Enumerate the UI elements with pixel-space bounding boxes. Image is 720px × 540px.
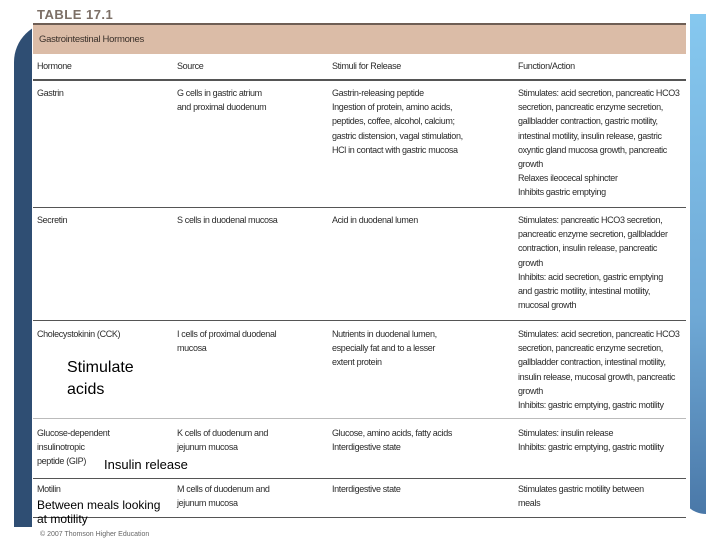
- header-source: Source: [177, 61, 204, 71]
- divider: [33, 79, 686, 81]
- cell-stimuli: Glucose, amino acids, fatty acids Interdigestive state: [332, 428, 453, 453]
- cell-stimuli: Acid in duodenal lumen: [332, 215, 418, 225]
- cell-stimuli: Interdigestive state: [332, 484, 401, 494]
- cell-hormone: Glucose-dependent insulinotropic peptide (GIP): [37, 428, 110, 467]
- cell-hormone: Motilin: [37, 484, 61, 494]
- divider: [33, 320, 686, 321]
- cell-source: G cells in gastric atrium and proximal duodenum: [177, 88, 267, 113]
- annotation-motilin: Between meals looking at motility: [37, 498, 161, 526]
- divider: [33, 207, 686, 208]
- cell-stimuli: Gastrin-releasing peptide Ingestion of protein, amino acids, peptides, coffee, alcohol, calcium; gastric distension, vagal stimulation, HCl in contact with gastric mucosa: [332, 88, 463, 155]
- cell-source: K cells of duodenum and jejunum mucosa: [177, 428, 269, 453]
- table-number: TABLE 17.1: [37, 7, 114, 22]
- divider: [33, 418, 686, 419]
- cell-function: Stimulates: acid secretion, pancreatic HCO3 secretion, pancreatic enzyme secretion, gallbladder contraction, intestinal motility, insulin release, mucosal growth, pancreatic growth Inhibits: gastric emptying, gastric motility: [518, 329, 680, 411]
- copyright: © 2007 Thomson Higher Education: [40, 531, 150, 538]
- cell-stimuli: Nutrients in duodenal lumen, especially fat and to a lesser extent protein: [332, 329, 437, 368]
- cell-hormone: Secretin: [37, 215, 68, 225]
- cell-source: I cells of proximal duodenal mucosa: [177, 329, 277, 354]
- cell-hormone: Gastrin: [37, 88, 64, 98]
- header-hormone: Hormone: [37, 61, 72, 71]
- cell-hormone: Cholecystokinin (CCK): [37, 329, 121, 339]
- annotation-gip: Insulin release: [104, 457, 188, 472]
- cell-function: Stimulates gastric motility between meals: [518, 484, 644, 509]
- cell-source: S cells in duodenal mucosa: [177, 215, 278, 225]
- header-stimuli: Stimuli for Release: [332, 61, 401, 71]
- table-title: Gastrointestinal Hormones: [39, 34, 144, 45]
- cell-function: Stimulates: pancreatic HCO3 secretion, pancreatic enzyme secretion, gallbladder contraction, insulin release, pancreatic growth Inhibits: acid secretion, gastric emptying and gastric motility, intestinal motility, mucosal growth: [518, 215, 668, 311]
- table-title-band: [33, 23, 686, 54]
- cell-function: Stimulates: acid secretion, pancreatic HCO3 secretion, pancreatic enzyme secretion, gallbladder contraction, gastric motility, intestinal motility, insulin release, gastric oxyntic gland mucosa growth, pancreatic growth Relaxes ileocecal sphincter Inhibits gastric emptying: [518, 88, 680, 198]
- annotation-cck: Stimulate acids: [67, 359, 134, 398]
- divider: [33, 478, 686, 479]
- header-function: Function/Action: [518, 61, 575, 71]
- cell-function: Stimulates: insulin release Inhibits: gastric emptying, gastric motility: [518, 428, 664, 453]
- cell-source: M cells of duodenum and jejunum mucosa: [177, 484, 270, 509]
